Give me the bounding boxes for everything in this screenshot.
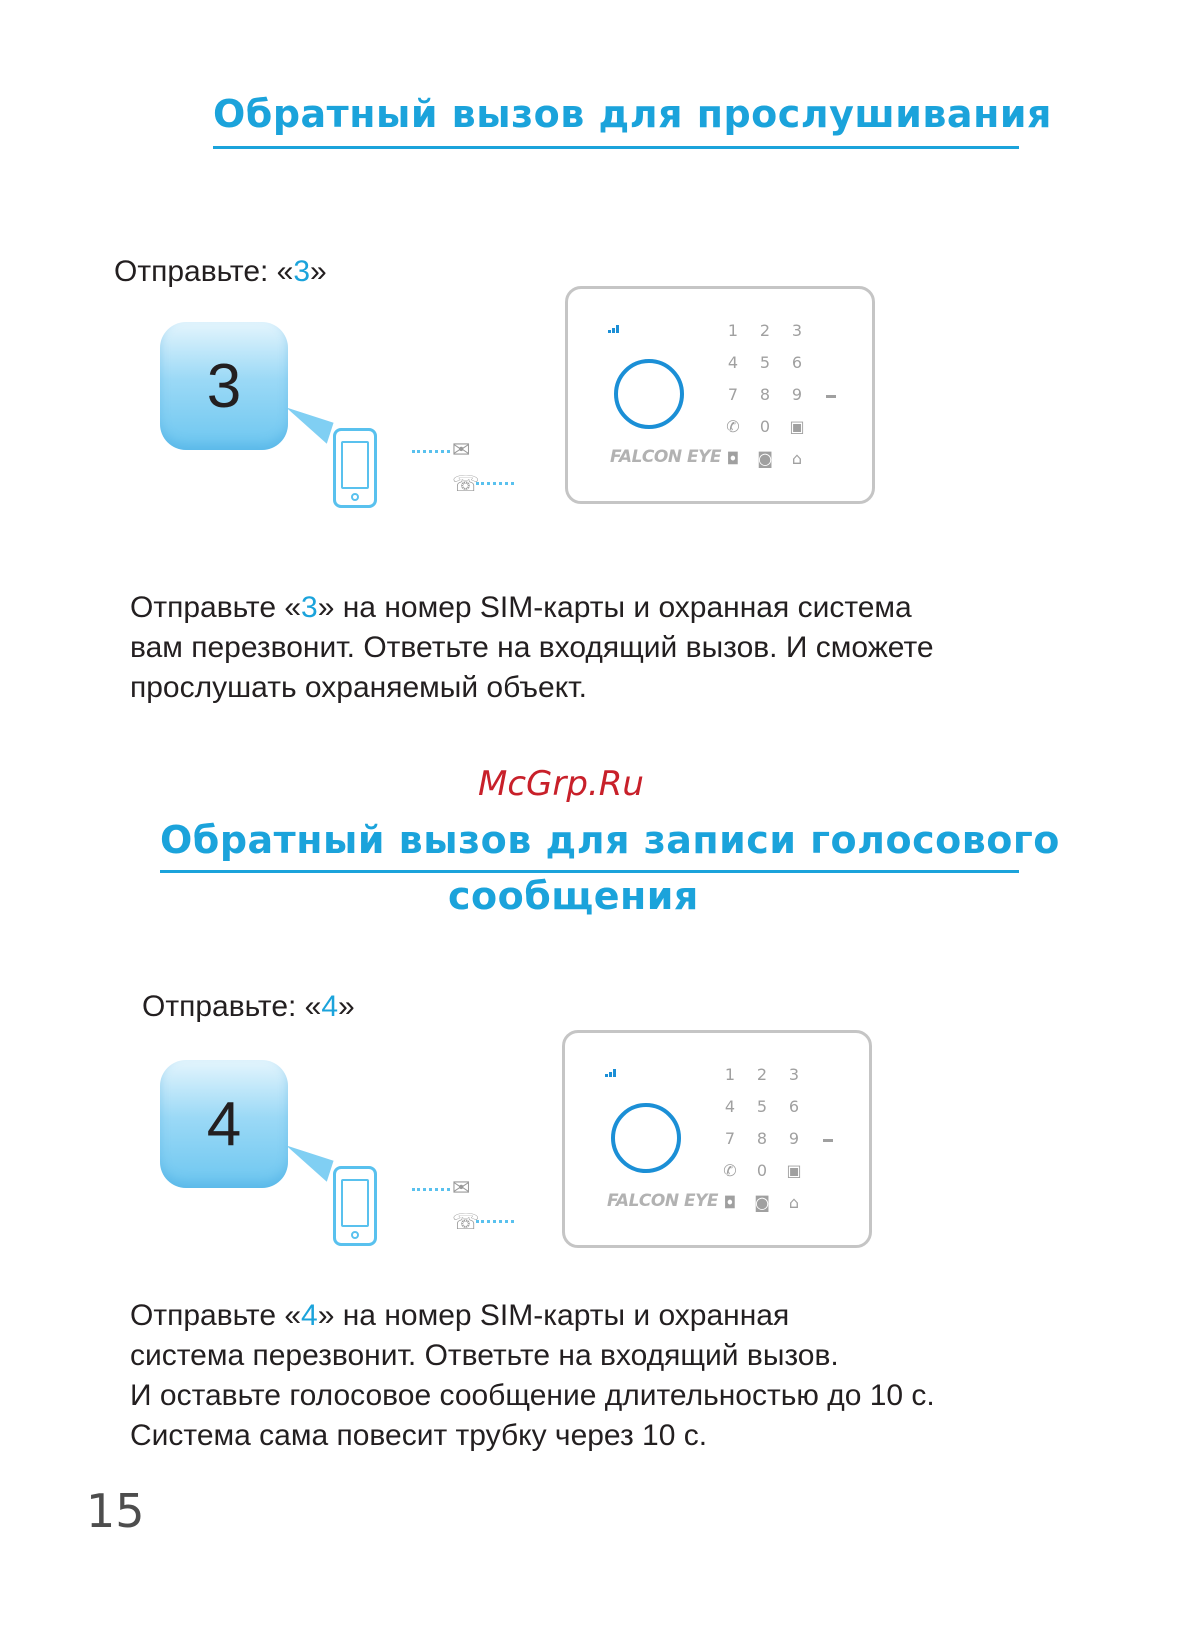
home-icon: ⌂	[788, 1193, 800, 1212]
key-8: 8	[759, 385, 771, 404]
key-0: 0	[759, 417, 771, 436]
key-4: 4	[727, 353, 739, 372]
section2-paragraph	[130, 1296, 935, 1456]
phone-key-icon: ✆	[723, 1161, 737, 1180]
section2-title-line2: сообщения	[448, 874, 699, 918]
section2-send-instruction	[142, 990, 355, 1024]
signal-icon	[605, 1069, 619, 1077]
signal-icon	[608, 325, 622, 333]
paragraph-line	[130, 588, 934, 628]
line-post: » на номер SIM-карты и охранная система	[317, 591, 912, 624]
panel-ring	[614, 359, 684, 429]
section1-send-instruction	[114, 255, 327, 289]
sos-icon: ▣	[789, 417, 805, 436]
phone-key-icon: ✆	[726, 417, 740, 436]
handset-icon: ☏	[452, 472, 480, 497]
key-9: 9	[788, 1129, 800, 1148]
unlock-icon: ◙	[757, 449, 773, 468]
send-code: 3	[293, 255, 311, 288]
key-0: 0	[756, 1161, 768, 1180]
panel-brand: FALCON EYE	[610, 447, 722, 467]
key-7: 7	[727, 385, 739, 404]
section1-title: Обратный вызов для прослушивания	[213, 92, 1052, 136]
section1-call-dots	[476, 482, 514, 485]
section1-paragraph	[130, 588, 934, 708]
section1-title-underline	[213, 146, 1019, 149]
paragraph-line: И оставьте голосовое сообщение длительностью до 10 с.	[130, 1379, 935, 1412]
section2-alarm-panel	[562, 1030, 872, 1248]
send-prefix: Отправьте: «	[114, 255, 294, 288]
section1-sms-bubble	[160, 322, 340, 472]
key-9: 9	[791, 385, 803, 404]
line-code: 4	[301, 1299, 318, 1332]
section2-title-underline	[160, 870, 1019, 873]
bubble-number: 4	[206, 1089, 242, 1159]
dash-key	[823, 1139, 833, 1142]
key-6: 6	[788, 1097, 800, 1116]
section2-sms-bubble	[160, 1060, 340, 1210]
key-3: 3	[788, 1065, 800, 1084]
key-1: 1	[727, 321, 739, 340]
key-3: 3	[791, 321, 803, 340]
envelope-icon: ✉	[452, 438, 471, 463]
line-post: » на номер SIM-карты и охранная	[317, 1299, 790, 1332]
sos-icon: ▣	[786, 1161, 802, 1180]
section2-call-dots	[476, 1220, 514, 1223]
key-1: 1	[724, 1065, 736, 1084]
line-code: 3	[301, 591, 318, 624]
key-4: 4	[724, 1097, 736, 1116]
key-5: 5	[759, 353, 771, 372]
home-icon: ⌂	[791, 449, 803, 468]
section2-title-line1: Обратный вызов для записи голосового	[160, 818, 1060, 862]
lock-icon: ◘	[726, 449, 740, 468]
bubble-number: 3	[206, 351, 242, 421]
phone-home-button	[351, 493, 359, 501]
paragraph-line: Система сама повесит трубку через 10 с.	[130, 1419, 708, 1452]
phone-home-button	[351, 1231, 359, 1239]
section2-phone-icon	[333, 1166, 377, 1246]
phone-screen	[341, 1179, 369, 1227]
handset-icon: ☏	[452, 1210, 480, 1235]
paragraph-line: система перезвонит. Ответьте на входящий вызов.	[130, 1339, 839, 1372]
send-code: 4	[321, 990, 339, 1023]
key-6: 6	[791, 353, 803, 372]
key-8: 8	[756, 1129, 768, 1148]
panel-ring	[611, 1103, 681, 1173]
page-number: 15	[86, 1484, 145, 1538]
section1-sms-dots	[412, 450, 450, 453]
unlock-icon: ◙	[754, 1193, 770, 1212]
line-pre: Отправьте «	[130, 1299, 302, 1332]
paragraph-line	[130, 1296, 935, 1336]
lock-icon: ◘	[723, 1193, 737, 1212]
key-5: 5	[756, 1097, 768, 1116]
section1-phone-icon	[333, 428, 377, 508]
line-pre: Отправьте «	[130, 591, 302, 624]
key-7: 7	[724, 1129, 736, 1148]
envelope-icon: ✉	[452, 1176, 471, 1201]
section1-alarm-panel	[565, 286, 875, 504]
send-suffix: »	[338, 990, 355, 1023]
paragraph-line: прослушать охраняемый объект.	[130, 671, 587, 704]
send-suffix: »	[310, 255, 327, 288]
paragraph-line: вам перезвонит. Ответьте на входящий вызов. И сможете	[130, 631, 934, 664]
section2-sms-dots	[412, 1188, 450, 1191]
watermark: McGrp.Ru	[478, 764, 644, 804]
dash-key	[826, 395, 836, 398]
send-prefix: Отправьте: «	[142, 990, 322, 1023]
key-2: 2	[756, 1065, 768, 1084]
key-2: 2	[759, 321, 771, 340]
panel-brand: FALCON EYE	[607, 1191, 719, 1211]
phone-screen	[341, 441, 369, 489]
